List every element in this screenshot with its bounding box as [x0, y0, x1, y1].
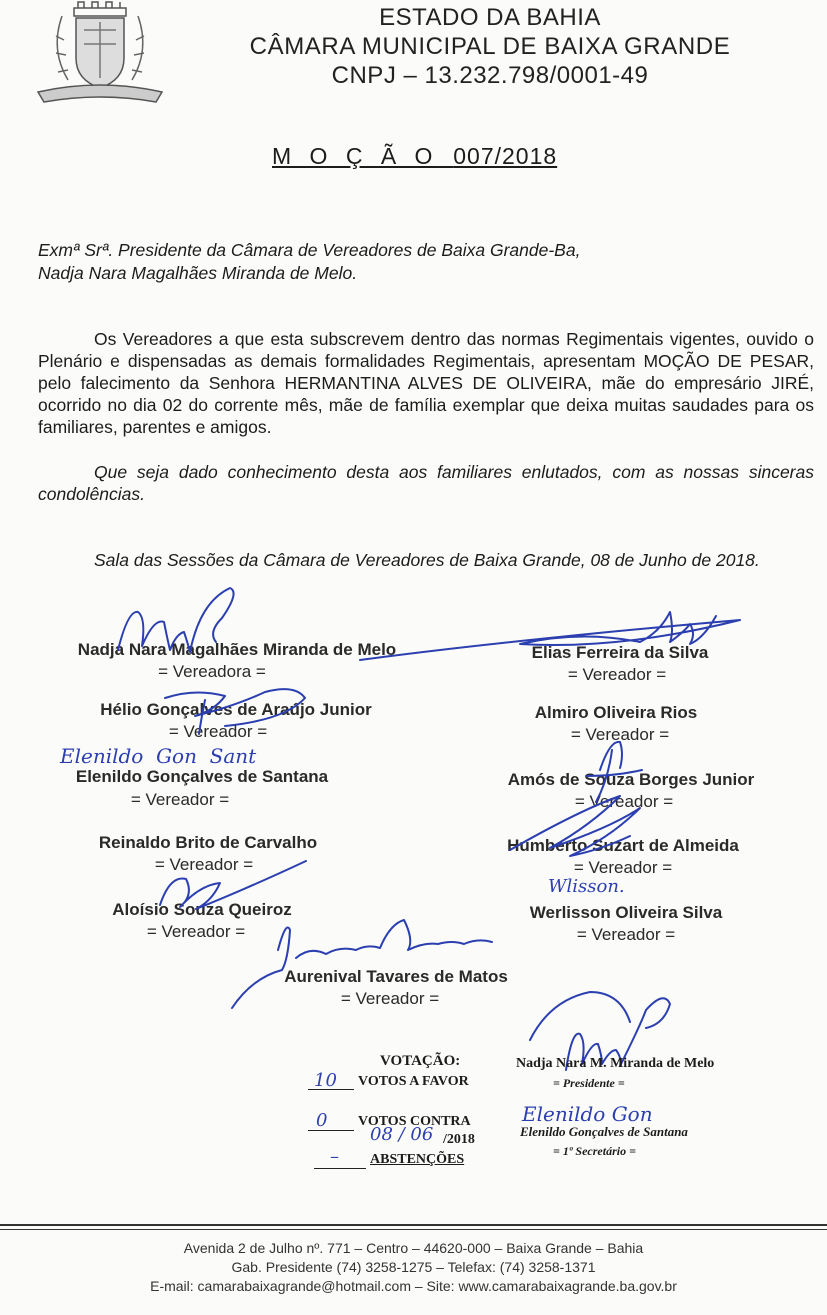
signatory-name: Elias Ferreira da Silva — [531, 643, 709, 662]
handwritten-elenildo: Elenildo Gon Sant — [60, 744, 257, 768]
signatory-role: = Vereador = — [154, 855, 254, 874]
addressee-line-2: Nadja Nara Magalhães Miranda de Melo. — [38, 263, 358, 283]
signature-aloisio — [160, 861, 306, 909]
signatory-name: Aloísio Souza Queiroz — [112, 900, 292, 919]
signatory-name: Reinaldo Brito de Carvalho — [98, 833, 318, 852]
addressee-line-1: Exmª Srª. Presidente da Câmara de Vereadores de Baixa Grande-Ba, — [38, 240, 581, 260]
signatory-role: = Vereador = — [573, 858, 673, 877]
signature-humberto — [510, 796, 640, 856]
footer-rule-thin — [0, 1229, 827, 1230]
signature-amos — [586, 742, 642, 802]
signature-aurenival — [232, 920, 492, 1008]
signatory-role: = Vereador = — [130, 790, 230, 809]
signatory-role: = Vereador = — [567, 665, 667, 684]
signatory-name: Werlisson Oliveira Silva — [529, 903, 723, 922]
voting-label: VOTAÇÃO: — [380, 1053, 461, 1069]
president-name: Nadja Nara M. Miranda de Melo — [516, 1056, 715, 1071]
title-number: 007/2018 — [453, 143, 558, 169]
votes-contra-value: 0 — [316, 1110, 328, 1131]
abstentions-line — [314, 1168, 366, 1169]
signatory-role: = Vereador = — [574, 792, 674, 811]
vote-date-handwritten: 08 / 06 — [370, 1124, 434, 1145]
votes-favor-label: VOTOS A FAVOR — [358, 1074, 469, 1089]
signatory-role: = Vereador = — [146, 922, 246, 941]
abstentions-value: – — [330, 1146, 339, 1167]
votes-contra-line — [308, 1130, 354, 1131]
footer-contact: E-mail: camarabaixagrande@hotmail.com – Site: www.camarabaixagrande.ba.gov.br — [150, 1278, 677, 1294]
votes-favor-value: 10 — [314, 1070, 337, 1091]
signatory-role: = Vereador = — [168, 722, 268, 741]
secretary-role: = 1º Secretário = — [553, 1144, 636, 1158]
signature-nadja — [118, 588, 234, 652]
body-paragraph-3: Sala das Sessões da Câmara de Vereadores de Baixa Grande, 08 de Junho de 2018. — [94, 550, 760, 570]
signatory-name: Humberto Suzart de Almeida — [507, 836, 739, 855]
footer-address: Avenida 2 de Julho nº. 771 – Centro – 44620-000 – Baixa Grande – Bahia — [183, 1240, 644, 1256]
president-role: = Presidente = — [553, 1076, 625, 1090]
signatory-role: = Vereador = — [340, 989, 440, 1008]
votes-contra-label: VOTOS CONTRA — [358, 1114, 471, 1129]
body-paragraph-2: Que seja dado conhecimento desta aos familiares enlutados, com as nossas sinceras condolências. — [38, 462, 814, 504]
signatory-name: Almiro Oliveira Rios — [534, 703, 698, 722]
vote-date-year: /2018 — [443, 1132, 475, 1147]
signatory-name: Nadja Nara Magalhães Miranda de Melo — [77, 640, 397, 659]
signatory-role: = Vereador = — [576, 925, 676, 944]
votes-favor-line — [308, 1089, 354, 1090]
signatory-role: = Vereador = — [570, 725, 670, 744]
signature-helio — [165, 689, 305, 734]
header-state: ESTADO DA BAHIA — [379, 4, 601, 31]
handwritten-werlisson: Wlisson. — [548, 876, 625, 897]
abstentions-label: ABSTENÇÕES — [370, 1152, 465, 1167]
footer-rule — [0, 1224, 827, 1226]
header-chamber: CÂMARA MUNICIPAL DE BAIXA GRANDE — [249, 33, 731, 60]
body-paragraph-1: Os Vereadores a que esta subscrevem dentro das normas Regimentais vigentes, ouvido o Plenário e dispensadas as demais formalidades Regimentais, apresentam MOÇÃO DE PESAR, pelo falecimento da Senhora HERMANTINA ALVES DE OLIVEIRA, mãe do empresário JIRÉ, ocorrido no dia 02 do corrente mês, mãe de família exemplar que deixa muitas saudades para os familiares, parentes e amigos. — [38, 329, 814, 437]
signature-elias — [360, 612, 740, 660]
signatory-name: Aurenival Tavares de Matos — [284, 967, 508, 986]
footer-phones: Gab. Presidente (74) 3258-1275 – Telefax: (74) 3258-1371 — [231, 1259, 596, 1275]
signatory-name: Elenildo Gonçalves de Santana — [75, 767, 329, 786]
secretary-name: Elenildo Gonçalves de Santana — [520, 1124, 688, 1139]
title-word: M O Ç Ã O — [272, 143, 439, 169]
header-cnpj: CNPJ – 13.232.798/0001-49 — [331, 62, 649, 89]
signatory-name: Hélio Gonçalves de Araújo Junior — [100, 700, 372, 719]
signatory-name: Amós de Souza Borges Junior — [507, 770, 755, 789]
signatory-role: = Vereadora = — [158, 662, 266, 681]
handwritten-secretary: Elenildo Gon — [522, 1102, 653, 1126]
